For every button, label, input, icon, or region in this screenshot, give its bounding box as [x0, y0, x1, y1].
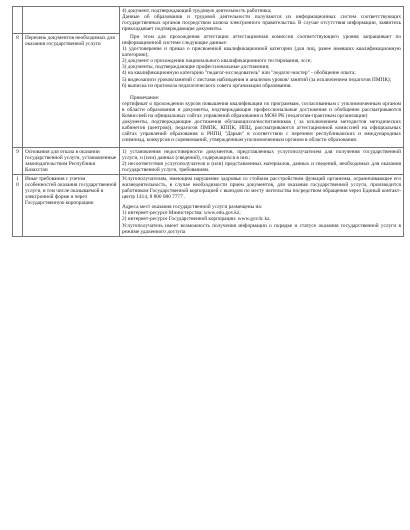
row-content: [120, 175, 404, 236]
paragraph: 4) документ, подтверждающий трудовую деятельность работника;: [122, 8, 272, 14]
table-row: [13, 7, 404, 34]
paragraph: 4) на квалификационную категорию "педагог-исследователь" или "педагог-мастер" - обобщение опыта;: [122, 70, 356, 77]
paragraph: 2) документ о прохождении национального квалификационного тестирования, эссе;: [122, 58, 312, 65]
paragraph: Адреса мест оказания государственной услуги размещены на:: [122, 204, 263, 211]
paragraph: Услугополучателям, имеющим нарушение здоровья со стойким расстройством функций организма, ограничивающее его жизнедеятельность, в случае необходимости прием документов, для оказания государственной услуги, производится работником Государственной корпорацией с выездом по месту жительства посредством обращения через Единый контакт-центр 1414, 8 800 080 7777 .: [122, 176, 401, 201]
row-content: [120, 147, 404, 174]
table-row: [13, 33, 404, 147]
table-row: [13, 147, 404, 174]
row-title: Основания для отказа в оказании государственной услуги, установленные законодательством Республики Казахстан: [23, 147, 120, 174]
table-row: [13, 175, 404, 236]
paragraph: 1) установления недостоверности документов, представленных услугополучателем для получения государственной услуги, и (или) данных (сведений), содержащихся в них;: [122, 148, 401, 162]
row-number: 9: [13, 147, 23, 174]
paragraph: При этом для прохождения аттестации аттестационная комиссия соответствующего уровня запрашивает по информационной системе следующие данные:: [122, 34, 401, 47]
row-content: [120, 7, 404, 34]
row-number: [13, 7, 23, 34]
row-title: Перечень документов необходимых для оказания государственной услуги: [23, 33, 120, 147]
row-title: Иные требования с учетом особенностей оказания государственной услуги, в том числе оказываемой в электронной форме и через Государственную корпорацию: [23, 175, 120, 236]
paragraph: документы, подтверждающие достижения обучающихся/воспитанников ( за исключением методистов методических кабинетов (центров)), педагогов ПМПК, КППК, ИПЦ, рассматриваются аттестационной комиссией на официальных сайтах управлений образования и РНПЦ "Дарын" в соответствии с перечнем республиканских и международных олимпиад, конкурсов и соревнований, утвержденным уполномоченным органом в области образования.: [122, 118, 401, 143]
paragraph: 1) удостоверение и приказ о присвоенной квалификационной категории (для лиц, ранее имевших квалификационную категорию);: [122, 46, 401, 59]
row-number: 10: [13, 175, 23, 236]
paragraph: 5) видеозаписи уроков/занятий с листами наблюдения и анализом уроков/ занятий (за исключением педагогов ПМПК);: [122, 76, 392, 83]
row-content: [120, 33, 404, 147]
paragraph: 2) несоответствия услугополучателя и (или) представленных материалов, данных и сведений, необходимых для оказания государственной услуги, требованиям.: [122, 161, 401, 174]
spacer: [122, 143, 401, 146]
paragraph: 3) документы, подтверждающие профессиональные достижения;: [122, 64, 270, 71]
row-title: [23, 7, 120, 34]
row-number: 8: [13, 33, 23, 147]
paragraph: Данные об образовании и трудовой деятельности получаются из информационных систем соответствующих государственных органов посредством шлюза электронного правительства. В случае отсутствия информации, заявитель прикладывает подтверждающие документы.: [122, 14, 401, 33]
paragraph: 6) выписка из протокола педагогического совета организации образования.: [122, 82, 292, 89]
paragraph: Услугополучатель имеет возможность получения информации о порядке и статусе оказания государственной услуги в режиме удаленного доступа: [122, 222, 401, 235]
paragraph: 1) интернет-ресурсе Министерства: www.edu.gov.kz;: [122, 210, 241, 217]
paragraph: 2) интернет-ресурсе Государственной корпорации: www.gov4c.kz.: [122, 216, 271, 223]
services-requirements-table: [12, 6, 404, 237]
paragraph: сертификат о прохождении курсов повышения квалификации по программам, согласованным с уполномоченным органом в области образования и документы, подтверждающие профессиональные достижения и обобщение рассматриваются Комиссией на официальных сайтах управлений образования и МОН РК (педагогам-практикам организации): [122, 100, 401, 119]
note-heading: Примечание:: [130, 94, 160, 101]
